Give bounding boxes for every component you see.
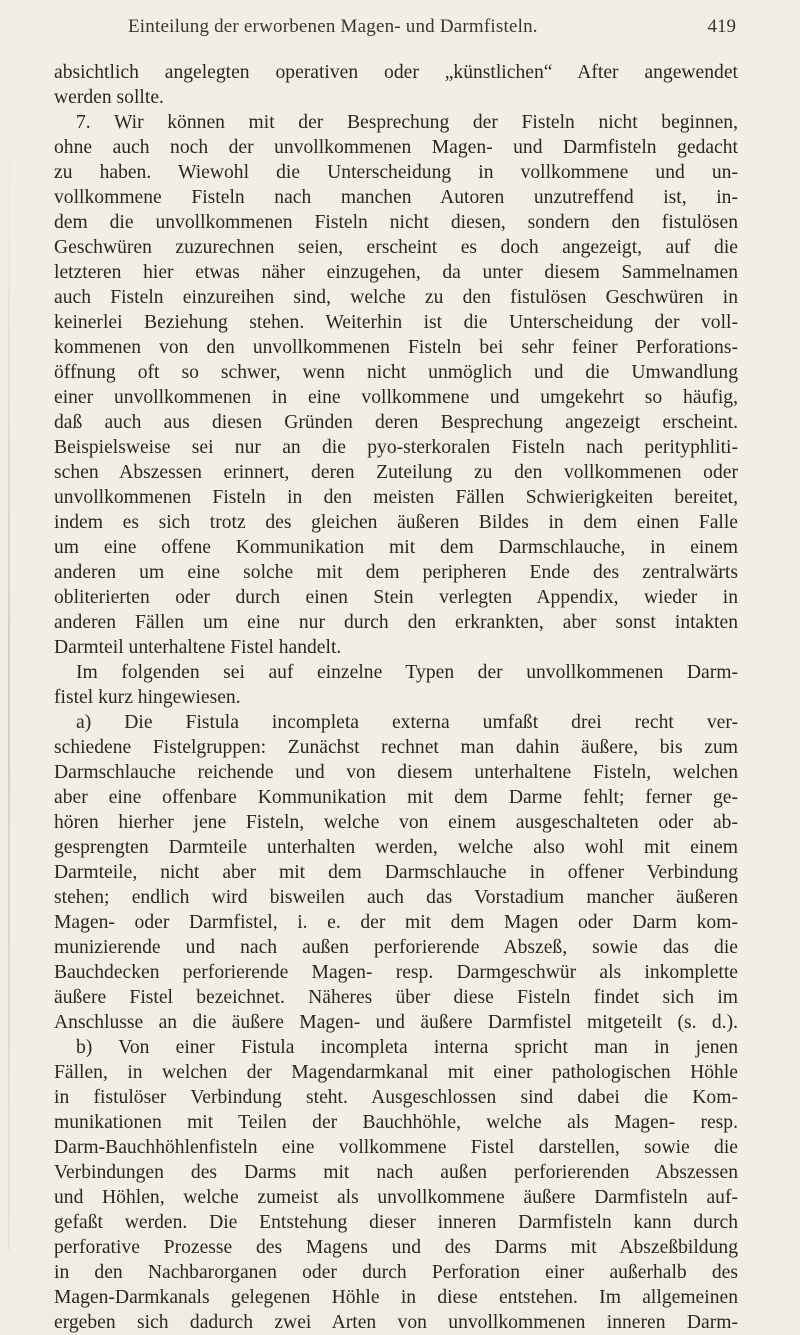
text-line: öffnung oft so schwer, wenn nicht unmöglich und die Umwandlung bbox=[54, 362, 738, 383]
text-line: kommenen von den unvollkommenen Fisteln bei sehr feiner Perforations- bbox=[54, 337, 738, 358]
text-line: perforative Prozesse des Magens und des Darms mit Abszeßbildung bbox=[54, 1237, 738, 1258]
text-line: Anschlusse an die äußere Magen- und äußere Darmfistel mitgeteilt (s. d.). bbox=[54, 1012, 738, 1033]
text-line: dem die unvollkommenen Fisteln nicht diesen, sondern den fistulösen bbox=[54, 212, 738, 233]
text-line: ohne auch noch der unvollkommenen Magen- und Darmfisteln gedacht bbox=[54, 137, 738, 158]
text-line: obliterierten oder durch einen Stein verlegten Appendix, wieder in bbox=[54, 587, 738, 608]
text-line: absichtlich angelegten operativen oder „künstlichen“ After angewendet bbox=[54, 62, 738, 83]
text-line: stehen; endlich wird bisweilen auch das Vorstadium mancher äußeren bbox=[54, 887, 738, 908]
text-line: Darmteile, nicht aber mit dem Darmschlauche in offener Verbindung bbox=[54, 862, 738, 883]
text-line: Darmschlauche reichende und von diesem unterhaltene Fisteln, welchen bbox=[54, 762, 738, 783]
text-line: um eine offene Kommunikation mit dem Darmschlauche, in einem bbox=[54, 537, 738, 558]
running-title: Einteilung der erworbenen Magen- und Darmfisteln. bbox=[128, 16, 538, 37]
text-line: unvollkommenen Fisteln in den meisten Fällen Schwierigkeiten bereitet, bbox=[54, 487, 738, 508]
text-line: in fistulöser Verbindung steht. Ausgeschlossen sind dabei die Kom- bbox=[54, 1087, 738, 1108]
text-line: Geschwüren zuzurechnen seien, erscheint es doch angezeigt, auf die bbox=[54, 237, 738, 258]
text-line: Darmteil unterhaltene Fistel handelt. bbox=[54, 637, 342, 658]
text-line: Magen-Darmkanals gelegenen Höhle in diese entstehen. Im allgemeinen bbox=[54, 1287, 738, 1308]
text-line: und Höhlen, welche zumeist als unvollkommene äußere Darmfisteln auf- bbox=[54, 1187, 738, 1208]
text-line: Fällen, in welchen der Magendarmkanal mit einer pathologischen Höhle bbox=[54, 1062, 738, 1083]
text-line: fistel kurz hingewiesen. bbox=[54, 687, 241, 708]
text-line: werden sollte. bbox=[54, 87, 164, 108]
text-line: ergeben sich dadurch zwei Arten von unvollkommenen inneren Darm- bbox=[54, 1312, 738, 1333]
page-gutter-shadow bbox=[8, 120, 10, 1250]
text-line: zu haben. Wiewohl die Unterscheidung in vollkommene und un- bbox=[54, 162, 738, 183]
text-line: auch Fisteln einzureihen sind, welche zu den fistulösen Geschwüren in bbox=[54, 287, 738, 308]
text-line: a) Die Fistula incompleta externa umfaßt drei recht ver- bbox=[76, 712, 738, 733]
text-line: 7. Wir können mit der Besprechung der Fisteln nicht beginnen, bbox=[76, 112, 738, 133]
text-line: gesprengten Darmteile unterhalten werden, welche also wohl mit einem bbox=[54, 837, 738, 858]
text-line: Magen- oder Darmfistel, i. e. der mit dem Magen oder Darm kom- bbox=[54, 912, 738, 933]
running-head bbox=[128, 12, 736, 44]
text-line: vollkommene Fisteln nach manchen Autoren unzutreffend ist, in- bbox=[54, 187, 738, 208]
text-line: letzteren hier etwas näher einzugehen, da unter diesem Sammelnamen bbox=[54, 262, 738, 283]
text-line: Beispielsweise sei nur an die pyo-sterkoralen Fisteln nach perityphliti- bbox=[54, 437, 738, 458]
text-line: einer unvollkommenen in eine vollkommene und umgekehrt so häufig, bbox=[54, 387, 738, 408]
text-line: anderen Fällen um eine nur durch den erkrankten, aber sonst intakten bbox=[54, 612, 738, 633]
text-line: schiedene Fistelgruppen: Zunächst rechnet man dahin äußere, bis zum bbox=[54, 737, 738, 758]
text-line: Darm-Bauchhöhlenfisteln eine vollkommene Fistel darstellen, sowie die bbox=[54, 1137, 738, 1158]
body-text bbox=[54, 60, 738, 1335]
text-line: hören hierher jene Fisteln, welche von einem ausgeschalteten oder ab- bbox=[54, 812, 738, 833]
text-line: b) Von einer Fistula incompleta interna spricht man in jenen bbox=[76, 1037, 738, 1058]
text-line: schen Abszessen erinnert, deren Zuteilung zu den vollkommenen oder bbox=[54, 462, 738, 483]
page-number: 419 bbox=[707, 16, 736, 37]
text-line: keinerlei Beziehung stehen. Weiterhin ist die Unterscheidung der voll- bbox=[54, 312, 738, 333]
text-line: daß auch aus diesen Gründen deren Besprechung angezeigt erscheint. bbox=[54, 412, 738, 433]
text-line: Bauchdecken perforierende Magen- resp. Darmgeschwür als inkomplette bbox=[54, 962, 738, 983]
text-line: äußere Fistel bezeichnet. Näheres über diese Fisteln findet sich im bbox=[54, 987, 738, 1008]
text-line: in den Nachbarorganen oder durch Perforation einer außerhalb des bbox=[54, 1262, 738, 1283]
text-line: Im folgenden sei auf einzelne Typen der unvollkommenen Darm- bbox=[76, 662, 738, 683]
text-line: anderen um eine solche mit dem peripheren Ende des zentralwärts bbox=[54, 562, 738, 583]
text-line: munizierende und nach außen perforierende Abszeß, sowie das die bbox=[54, 937, 738, 958]
text-line: indem es sich trotz des gleichen äußeren Bildes in dem einen Falle bbox=[54, 512, 738, 533]
text-line: munikationen mit Teilen der Bauchhöhle, welche als Magen- resp. bbox=[54, 1112, 738, 1133]
text-line: Verbindungen des Darms mit nach außen perforierenden Abszessen bbox=[54, 1162, 738, 1183]
text-line: aber eine offenbare Kommunikation mit dem Darme fehlt; ferner ge- bbox=[54, 787, 738, 808]
text-line: gefaßt werden. Die Entstehung dieser inneren Darmfisteln kann durch bbox=[54, 1212, 738, 1233]
